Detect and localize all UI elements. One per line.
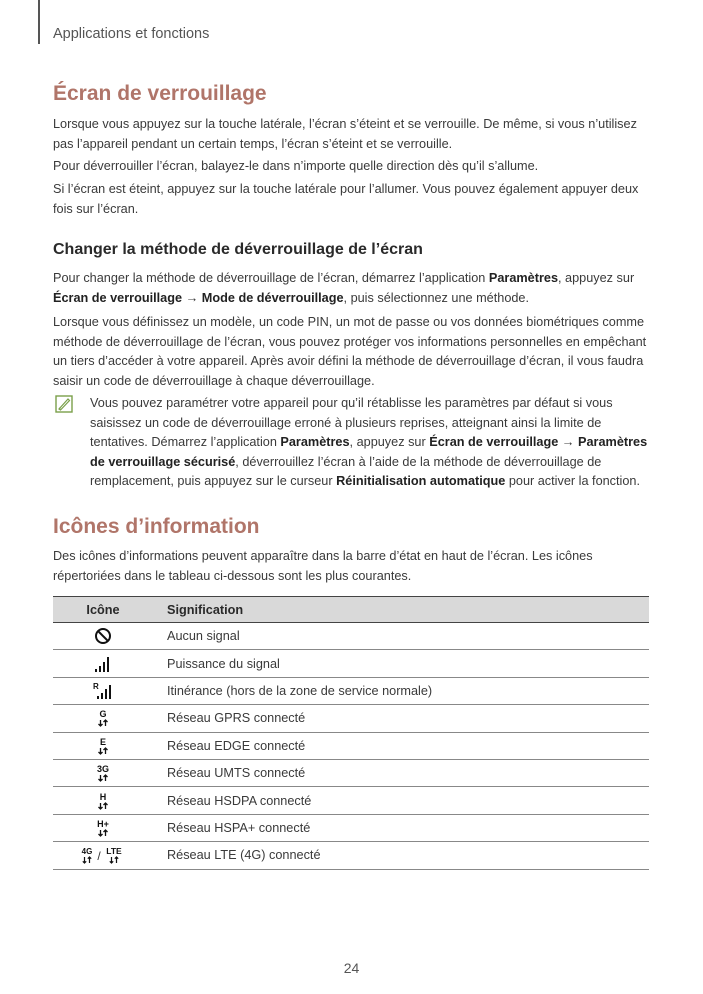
running-header: Applications et fonctions	[53, 26, 210, 42]
hspa-plus-icon	[94, 818, 112, 838]
gprs-icon	[94, 708, 112, 728]
table-row	[53, 677, 649, 704]
meaning-cell: Réseau HSPA+ connecté	[153, 814, 649, 841]
meaning-cell: Aucun signal	[153, 623, 649, 650]
meaning-cell: Réseau HSDPA connecté	[153, 787, 649, 814]
icons-intro: Des icônes d’informations peuvent apparaître dans la barre d’état en haut de l’écran. Les icônes répertoriées dans le tableau ci-dessous sont les plus courantes.	[53, 549, 593, 583]
svg-text:E: E	[99, 736, 107, 747]
lock-paragraph-1: Lorsque vous appuyez sur la touche latérale, l’écran s’éteint et se verrouille. De même, si vous n’utilisez pas l’appareil pendant un certain temps, l’écran s’éteint et se verrouille.	[53, 117, 637, 151]
svg-text:H: H	[99, 791, 107, 802]
meaning-cell: Réseau EDGE connecté	[153, 732, 649, 759]
table-row	[53, 814, 649, 841]
signal-strength-icon	[94, 655, 112, 673]
roaming-icon	[93, 681, 113, 701]
lte-icon	[80, 844, 126, 866]
table-row	[53, 623, 649, 650]
method-paragraph-1: Pour changer la méthode de déverrouillage de l’écran, démarrez l’application Paramètres, appuyez sur Écran de verrouillage → Mode de déverrouillage, puis sélectionnez une méthode.	[53, 271, 635, 305]
column-header-meaning: Signification	[153, 597, 649, 623]
table-row	[53, 732, 649, 759]
svg-text:LTE: LTE	[106, 846, 122, 857]
table-row	[53, 650, 649, 677]
meaning-cell: Réseau LTE (4G) connecté	[153, 842, 649, 869]
svg-text:R: R	[93, 681, 99, 691]
header-rule	[38, 0, 40, 44]
method-paragraph-2: Lorsque vous définissez un modèle, un code PIN, un mot de passe ou vos données biométriques comme méthode de déverrouillage de l’écran, vous pouvez protéger vos informations personnelles en empêchant un tiers d’accéder à votre appareil. Après avoir défini la méthode de déverrouillage d’écran, il vous faudra saisir un code de déverrouillage à chaque déverrouillage.	[53, 315, 647, 388]
umts-icon	[94, 763, 112, 783]
svg-text:/: /	[97, 849, 101, 864]
table-row	[53, 787, 649, 814]
svg-text:3G: 3G	[96, 764, 110, 775]
meaning-cell: Itinérance (hors de la zone de service normale)	[153, 677, 649, 704]
section-title-info-icons: Icônes d’information	[53, 515, 260, 538]
lock-paragraph-3: Si l’écran est éteint, appuyez sur la touche latérale pour l’allumer. Vous pouvez également appuyer deux fois sur l’écran.	[53, 182, 639, 216]
svg-text:G: G	[99, 709, 107, 720]
table-row	[53, 759, 649, 786]
column-header-icon: Icône	[53, 597, 153, 623]
hsdpa-icon	[94, 791, 112, 811]
svg-text:H+: H+	[97, 818, 109, 829]
section-title-lock-screen: Écran de verrouillage	[53, 82, 267, 105]
meaning-cell: Réseau GPRS connecté	[153, 705, 649, 732]
meaning-cell: Réseau UMTS connecté	[153, 759, 649, 786]
no-signal-icon	[94, 627, 112, 645]
table-header-row	[53, 597, 649, 623]
svg-text:4G: 4G	[81, 847, 93, 857]
table-row	[53, 842, 649, 869]
page-number: 24	[343, 960, 360, 976]
note-icon	[55, 395, 73, 413]
table-row	[53, 705, 649, 732]
note-text: Vous pouvez paramétrer votre appareil pour qu’il rétablisse les paramètres par défaut si vous saisissez un code de déverrouillage erroné à plusieurs reprises, atteignant ainsi la limite de tentatives. Démarrez l’application Paramètres, appuyez sur Écran de verrouillage → Paramètres de verrouillage sécurisé, déverrouillez l’écran à l’aide de la méthode de déverrouillage de remplacement, puis appuyez sur le curseur Réinitialisation automatique pour activer la fonction.	[90, 396, 648, 488]
meaning-cell: Puissance du signal	[153, 650, 649, 677]
icons-table	[53, 596, 649, 870]
edge-icon	[94, 736, 112, 756]
subsection-title-unlock-method: Changer la méthode de déverrouillage de l’écran	[53, 241, 423, 258]
lock-paragraph-2: Pour déverrouiller l’écran, balayez-le dans n’importe quelle direction dès qu’il s’allume.	[53, 159, 539, 173]
